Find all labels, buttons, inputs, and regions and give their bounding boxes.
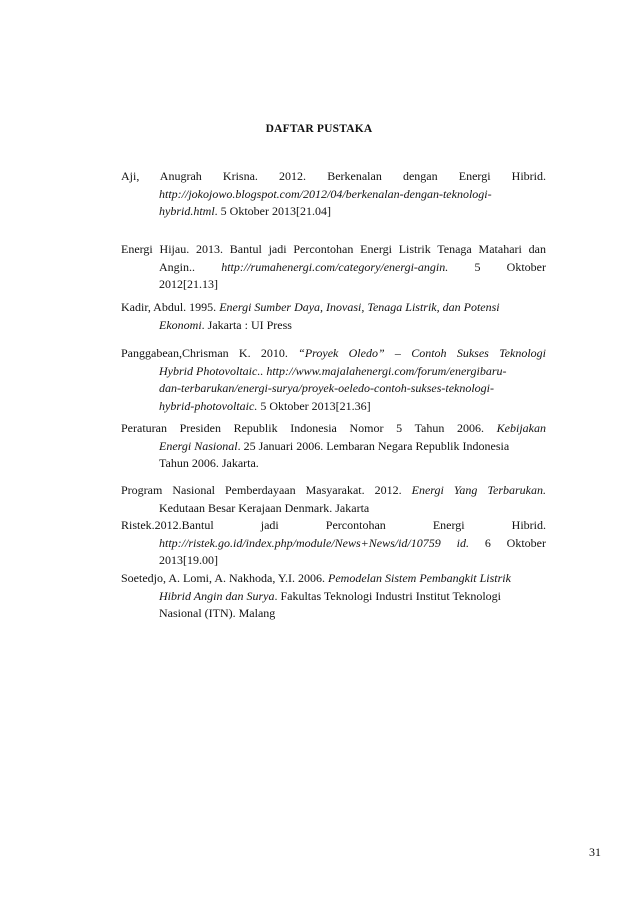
reference-line: Energi Hijau. 2013. Bantul jadi Percontohan Energi Listrik Tenaga Matahari dan — [121, 242, 546, 256]
reference-date: 2012[21.13] — [159, 277, 218, 292]
reference-title: Pemodelan Sistem Pembangkit Listrik — [328, 571, 511, 585]
reference-publisher: . Fakultas Teknologi Industri Institut Teknologi — [274, 588, 501, 603]
reference-date: . 5 Oktober 2013[21.04] — [214, 204, 331, 219]
reference-title: Energi Sumber Daya, Inovasi, Tenaga Listrik, dan Potensi — [219, 300, 500, 314]
reference-date: 5 Oktober 2013[21.36] — [257, 398, 371, 413]
reference-line: Ristek.2012.Bantul jadi Percontohan Energi Hibrid. — [121, 518, 546, 532]
reference-title: Kebijakan — [496, 421, 546, 435]
reference-entry — [121, 482, 546, 517]
reference-line — [121, 203, 546, 221]
reference-date: 6 Oktober — [484, 535, 546, 550]
reference-line — [121, 317, 546, 335]
reference-title: “Proyek Oledo” – Contoh Sukses Teknologi — [298, 346, 546, 360]
reference-line: Aji, Anugrah Krisna. 2012. Berkenalan dengan Energi Hibrid. — [121, 169, 546, 183]
reference-author: Program Nasional Pemberdayaan Masyarakat. 2012. — [121, 483, 402, 497]
reference-line: Kedutaan Besar Kerajaan Denmark. Jakarta — [159, 500, 370, 515]
reference-author: Soetedjo, A. Lomi, A. Nakhoda, Y.I. 2006. — [121, 571, 328, 585]
reference-entry — [121, 299, 546, 334]
reference-author: Peraturan Presiden Republik Indonesia Nomor 5 Tahun 2006. — [121, 421, 485, 435]
reference-publisher: . Jakarta : UI Press — [201, 317, 292, 332]
reference-line — [121, 438, 546, 456]
reference-line — [121, 570, 546, 588]
reference-url: http://jokojowo.blogspot.com/2012/04/berkenalan-dengan-teknologi- — [159, 186, 492, 201]
reference-url: http://ristek.go.id/index.php/module/News+News/id/10759 id. — [159, 535, 469, 550]
reference-line — [121, 398, 546, 416]
reference-line — [121, 420, 546, 438]
reference-author: Panggabean,Chrisman K. 2010. — [121, 346, 288, 360]
reference-entry — [121, 168, 546, 221]
reference-line — [121, 299, 546, 317]
reference-entry — [121, 517, 546, 570]
reference-line — [121, 482, 546, 500]
reference-title: Hibrid Angin dan Surya — [159, 588, 275, 603]
reference-line: Tahun 2006. Jakarta. — [159, 456, 259, 471]
reference-entry — [121, 241, 546, 294]
page-title: DAFTAR PUSTAKA — [265, 123, 373, 135]
reference-line — [121, 588, 546, 606]
reference-author: Kadir, Abdul. 1995. — [121, 300, 220, 314]
reference-url: hybrid.html — [159, 204, 215, 219]
reference-url: dan-terbarukan/energi-surya/proyek-oeledo-contoh-sukses-teknologi- — [159, 381, 495, 396]
reference-line — [121, 535, 546, 553]
reference-line — [121, 345, 546, 363]
reference-date: 2013[19.00] — [159, 553, 218, 568]
reference-title: Energi Nasional — [159, 438, 238, 453]
page-number: 31 — [589, 845, 601, 859]
reference-line — [121, 259, 546, 277]
reference-date: 5 Oktober — [474, 259, 546, 274]
reference-text: Angin.. — [159, 259, 195, 274]
reference-entry — [121, 420, 546, 473]
reference-url: http://rumahenergi.com/category/energi-angin. — [221, 259, 449, 274]
reference-line: Nasional (ITN). Malang — [159, 606, 276, 621]
reference-title: Ekonomi — [159, 317, 202, 332]
reference-publisher: . 25 Januari 2006. Lembaran Negara Republik Indonesia — [237, 438, 510, 453]
reference-title: Energi Yang Terbarukan. — [411, 483, 547, 497]
reference-url: hybrid-photovoltaic. — [159, 398, 258, 413]
reference-entry — [121, 345, 546, 415]
reference-entry — [121, 570, 546, 623]
reference-url: Hybrid Photovoltaic.. http://www.majalahenergi.com/forum/energibaru- — [159, 363, 507, 378]
